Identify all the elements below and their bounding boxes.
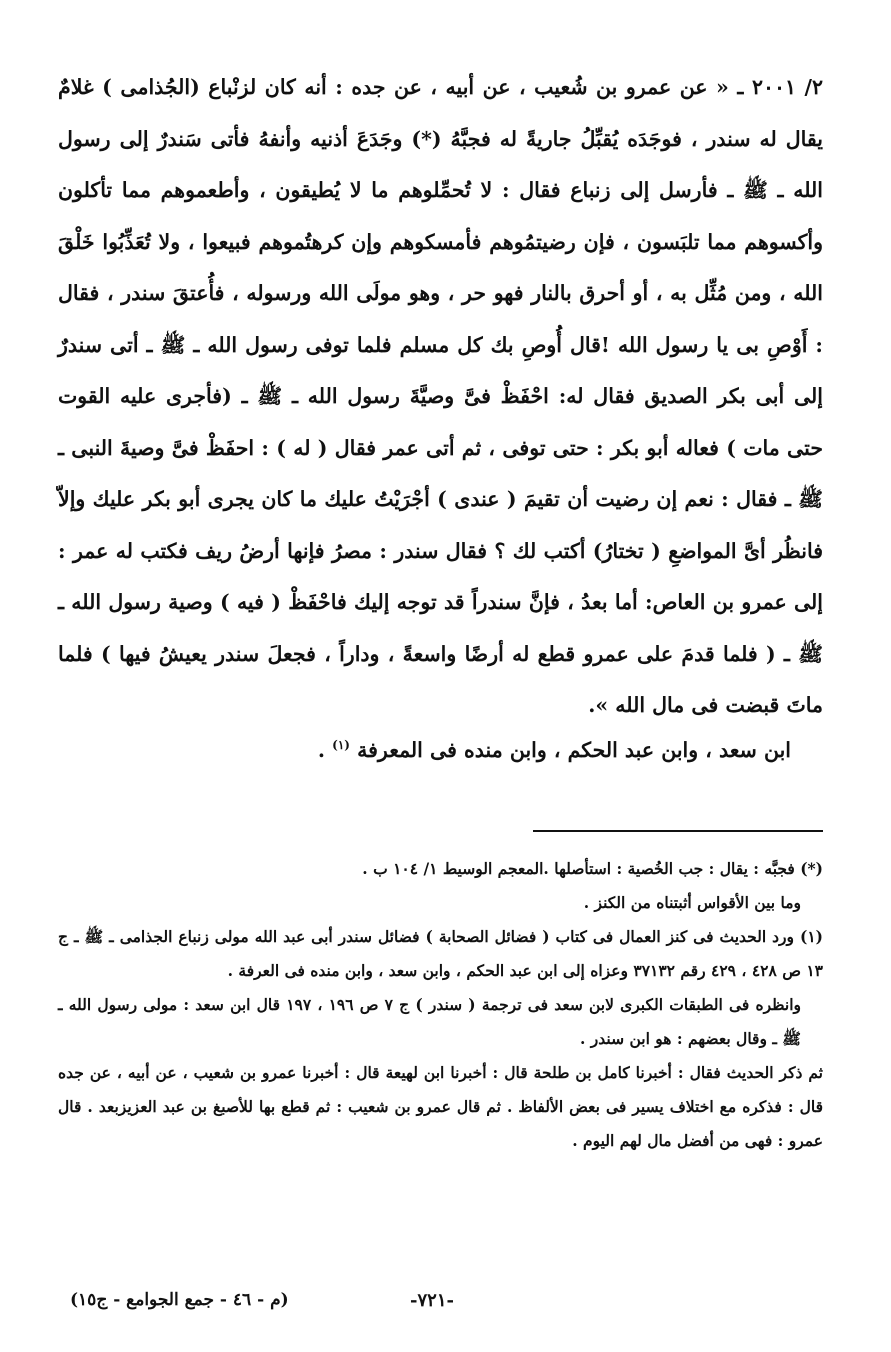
- footnotes: [58, 852, 823, 1158]
- hadith-paragraph: ٢/ ٢٠٠١ ـ « عن عمرو بن شُعيب ، عن أبيه ، عن جده : أنه كان لزنْباع (الجُذامى ) غلامٌ يقال له سندر ، فوجَدَه يُقبِّلُ جاريةً له فجبَّهُ (*) وجَدَعَ أذنيه وأنفهُ فأتى سَندرٌ إلى رسول الله ـ ﷺ ـ فأرسل إلى زنباع فقال : لا تُحمِّلوهم ما لا يُطيقون ، وأطعموهم مما تأكلون وأكسوهم مما تلبَسون ، فإن رضيتمُوهم فأمسكوهم وإن كرهتُموهم فبيعوا ، ولا تُعَذِّبُوا خَلْقَ الله ، ومن مُثِّل به ، أو أحرق بالنار فهو حر ، وهو مولَى الله ورسوله ، فأُعتقَ سندر ، فقال : أَوْصِ بى يا رسول الله !قال أُوصِ بك كل مسلم فلما توفى رسول الله ـ ﷺ ـ أتى سندرٌ إلى أبى بكر الصديق فقال له: احْفَظْ فىَّ وصيَّةَ رسول الله ـ ﷺ ـ (فأجرى عليه القوت حتى مات ) فعاله أبو بكر : حتى توفى ، ثم أتى عمر فقال ( له ) : احفَظْ فىَّ وصيةَ النبى ـ ﷺ ـ فقال : نعم إن رضيت أن تقيمَ ( عندى ) أجْرَيْتُ عليك ما كان يجرى أبو بكر عليك وإلاّ فانظُر أىَّ المواضعِ ( تختارُ) أكتب لك ؟ فقال سندر : مصرُ فإنها أرضُ ريف فكتب له عمر : إلى عمرو بن العاص: أما بعدُ ، فإنَّ سندراً قد توجه إليك فاحْفَظْ ( فيه ) وصية رسول الله ـ ﷺ ـ ( فلما قدمَ على عمرو قطع له أرضًا واسعةً ، وداراً ، فجعلَ سندر يعيشُ فيها ) فلما ماتَ قبضت فى مال الله ».: [58, 75, 824, 717]
- footnote-brackets: وما بين الأقواس أثبتناه من الكنز .: [583, 893, 801, 912]
- period: .: [317, 737, 325, 762]
- hadith-body: [58, 62, 823, 732]
- source-text: ابن سعد ، وابن عبد الحكم ، وابن منده فى المعرفة: [357, 737, 791, 762]
- page-number: -٧٢١-: [410, 1290, 454, 1311]
- volume-signature: (م - ٤٦ - جمع الجوامع - ج١٥): [70, 1290, 289, 1310]
- source-attribution: [318, 725, 791, 770]
- footnote-1c: ثم ذكر الحديث فقال : أخبرنا كامل بن طلحة قال : أخبرنا ابن لهيعة قال : أخبرنا عمرو بن شعيب ، عن أبيه ، عن جده قال : فذكره مع اختلاف يسير فى بعض الألفاظ . ثم قال عمرو بن شعيب : ثم قطع بها للأصبغ بن عبد العزيزبعد . قال عمرو : فهى من أفضل مال لهم اليوم .: [58, 1063, 823, 1150]
- footnote-star: (*) فجبَّه : يقال : جب الخُصية : استأصلها .المعجم الوسيط ١/ ١٠٤ ب .: [362, 859, 823, 878]
- footnote-separator: [533, 830, 823, 832]
- footnote-1b: وانظره فى الطبقات الكبرى لابن سعد فى ترجمة ( سندر ) ج ٧ ص ١٩٦ ، ١٩٧ قال ابن سعد : مولى رسول الله ـ ﷺ ـ وقال بعضهم : هو ابن سندر .: [58, 995, 801, 1048]
- footnote-1a: (١) ورد الحديث فى كنز العمال فى كتاب ( فضائل الصحابة ) فضائل سندر أبى عبد الله مولى زنباع الجذامى ـ ﷺ ـ ج ١٣ ص ٤٢٨ ، ٤٢٩ رقم ٣٧١٣٢ وعزاه إلى ابن عبد الحكم ، وابن سعد ، وابن منده فى العرفة .: [58, 927, 823, 980]
- footnote-reference: (١): [332, 738, 350, 752]
